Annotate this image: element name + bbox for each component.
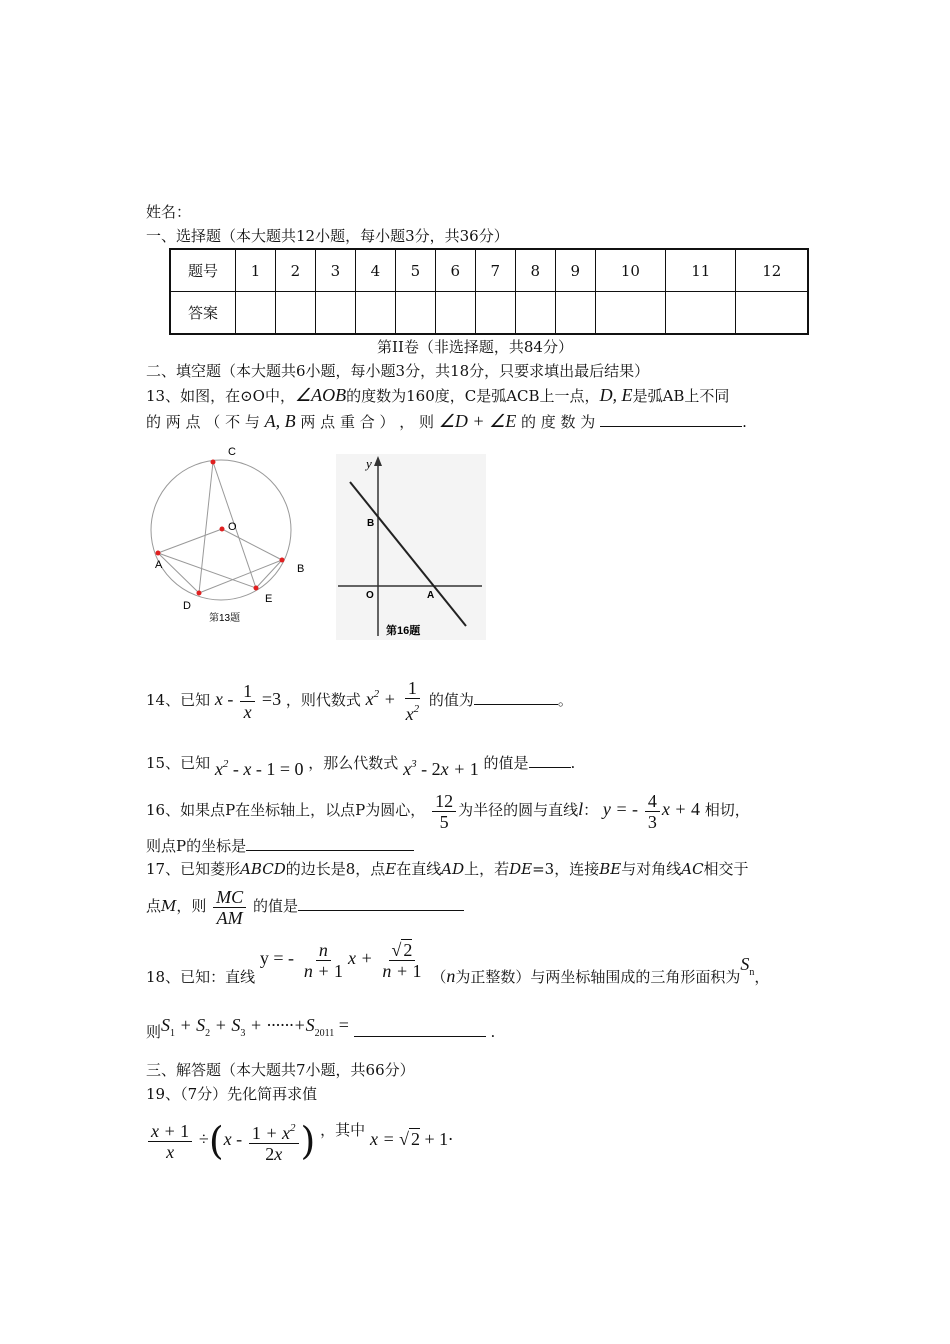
fraction-sqrt2-over-n1: $\frac{√ 2}{n + 1}$ — [382, 939, 422, 981]
answer-cell[interactable] — [236, 292, 276, 335]
answer-cell[interactable] — [555, 292, 595, 335]
answer-cell[interactable] — [355, 292, 395, 335]
label-c: C — [228, 446, 236, 458]
q16-text: 则点P的坐标是 — [146, 837, 247, 855]
q18-text: 则 — [146, 1023, 162, 1041]
q15-equation: $x^2 - x - 1 = 0$ — [214, 758, 304, 779]
q14-formula-2: $x^2$ + — [365, 688, 396, 709]
question-number: 5 — [395, 249, 435, 292]
section3-title: 三、解答题（本大题共7小题，共66分） — [146, 1061, 415, 1079]
answer-cell[interactable] — [595, 292, 665, 335]
question-number: 4 — [355, 249, 395, 292]
q18-text: ， — [754, 968, 770, 986]
q19-x-minus: x - — [223, 1129, 243, 1149]
q13-text: 是弧AB上不同 — [632, 387, 730, 405]
paren-open: ( — [208, 1119, 224, 1163]
q17-m: M — [161, 897, 177, 915]
figure-16-graph — [336, 454, 486, 640]
q15-text: ，那么代数式 — [308, 754, 399, 772]
q17-text: 上，若 — [464, 860, 510, 878]
question-number: 12 — [736, 249, 808, 292]
q17-text: 在直线 — [396, 860, 442, 878]
figure-caption: 第13题 — [209, 613, 241, 624]
q17-text: 点 — [146, 897, 162, 915]
question-number: 1 — [236, 249, 276, 292]
question-number: 9 — [555, 249, 595, 292]
q18-sn: $S_n$ — [740, 954, 755, 978]
figure-caption: 第16题 — [386, 625, 421, 637]
q13-text: 的度数为160度，C是弧ACB上一点， — [346, 387, 600, 405]
divide-sign: ÷ — [198, 1129, 209, 1149]
q17-abcd: ABCD — [240, 860, 286, 878]
angle-sum: ∠D + ∠E — [438, 411, 517, 431]
table-row — [170, 292, 808, 335]
q18-text-group — [431, 954, 770, 986]
q17-e: E — [385, 860, 397, 878]
q17-text: 17、已知菱形 — [146, 860, 241, 878]
answer-table — [169, 248, 809, 335]
q18-text: . — [490, 1023, 496, 1041]
angle-aob: ∠AOB — [294, 385, 347, 405]
fraction-1-over-x2: $\frac{1}{x^2}$ — [405, 678, 420, 724]
answer-blank[interactable] — [246, 836, 414, 851]
q16-line2 — [146, 836, 414, 856]
question-number: 11 — [666, 249, 736, 292]
q17-text: ，则 — [176, 897, 207, 915]
q18-x-plus: x + — [347, 948, 373, 968]
q18-text: 18、已知：直线 — [146, 968, 256, 986]
q18-sum: $S_1 + S_2 + S_3 + \cdot\cdot\cdot\cdot\cdot\cdot+S_{2011}$ = — [161, 1015, 349, 1039]
question-number: 7 — [475, 249, 515, 292]
answer-cell[interactable] — [666, 292, 736, 335]
answer-cell[interactable] — [515, 292, 555, 335]
answer-blank[interactable] — [298, 896, 464, 911]
q17-text: 的边长是8，点 — [285, 860, 386, 878]
q19-text: ，其中 — [320, 1121, 366, 1139]
q19-expression-line — [146, 1118, 453, 1164]
fraction-x1-over-x: $\frac{x + 1}{x}$ — [148, 1121, 192, 1162]
fraction-n-over-n1: $\frac{n}{n + 1}$ — [303, 939, 343, 981]
q17-ac: AC — [681, 860, 704, 878]
paren-close: ) — [300, 1119, 316, 1163]
q16-line-equation: y = - — [602, 799, 639, 819]
q18-text: 为正整数）与两坐标轴围成的三角形面积为 — [455, 968, 741, 986]
q17-line2 — [146, 886, 464, 928]
q17-be: BE — [599, 860, 622, 878]
label-e: E — [265, 593, 273, 605]
fraction-4-over-3: $\frac{4}{3}$ — [645, 791, 660, 832]
q13-text: 的 两 点 （ 不 与 — [146, 413, 260, 431]
q17-text: 与对角线 — [621, 860, 682, 878]
answer-cell[interactable] — [475, 292, 515, 335]
section2-title: 二、填空题（本大题共6小题，每小题3分，共18分，只要求填出最后结果） — [146, 362, 650, 380]
question-number: 8 — [515, 249, 555, 292]
q15-expression: $x^3 - 2x + 1$ — [403, 758, 479, 779]
q17-text: =3，连接 — [532, 860, 600, 878]
part2-title: 第II卷（非选择题，共84分） — [377, 338, 573, 356]
q15-text: . — [570, 754, 576, 772]
question-number: 3 — [315, 249, 355, 292]
row-label-number: 题号 — [170, 249, 236, 292]
q17-line1 — [146, 859, 749, 879]
q17-ad: AD — [441, 860, 465, 878]
q14-formula-1: x - — [214, 689, 234, 709]
q16-line1 — [146, 789, 750, 832]
q14-equals-3: =3 — [261, 689, 282, 709]
q15 — [146, 742, 575, 778]
q14-text: ，则代数式 — [285, 691, 361, 709]
label-o: O — [228, 521, 237, 533]
q16-line-equation-rest: x + 4 — [661, 799, 700, 819]
q18-n: n — [446, 966, 456, 986]
q15-text: 15、已知 — [146, 754, 211, 772]
q13-text: 两 点 重 合 ） ， 则 — [300, 413, 435, 431]
fraction-1x2-over-2x: $\frac{1 + x^2}{2x}$ — [249, 1118, 299, 1164]
answer-cell[interactable] — [395, 292, 435, 335]
figure-13-circle — [146, 442, 316, 627]
question-number: 2 — [275, 249, 315, 292]
answer-cell[interactable] — [315, 292, 355, 335]
points-ab: A, B — [264, 411, 296, 431]
answer-cell[interactable] — [736, 292, 808, 335]
label-o: O — [366, 590, 374, 601]
q17-text: 的值是 — [252, 897, 298, 915]
q13-line2 — [146, 411, 747, 432]
q16-text: 16、如果点P在坐标轴上，以点P为圆心， — [146, 801, 426, 819]
label-d: D — [183, 600, 191, 612]
q13-text: 13、如图，在⊙O中， — [146, 387, 295, 405]
label-a: A — [155, 559, 163, 571]
q18-y-equals: y = - — [259, 948, 295, 968]
line-l: l — [578, 799, 584, 819]
q14-text: 。 — [557, 691, 573, 709]
q16-text: 为半径的圆与直线 — [458, 801, 579, 819]
label-b: B — [297, 563, 305, 575]
section1-title: 一、选择题（本大题共12小题，每小题3分，共36分） — [146, 227, 509, 245]
q15-text: 的值是 — [483, 754, 529, 772]
q13-line1 — [146, 385, 729, 406]
q13-text: 的 度 数 为 — [521, 413, 596, 431]
q18-line1 — [146, 938, 769, 987]
q17-text: 相交于 — [703, 860, 749, 878]
name-label: 姓名： — [146, 203, 192, 221]
fraction-12-over-5: $\frac{12}{5}$ — [432, 791, 456, 832]
q16-text: 相切， — [704, 801, 750, 819]
q18-text: （ — [431, 968, 447, 986]
row-label-answer: 答案 — [170, 292, 236, 335]
label-b: B — [367, 518, 375, 529]
question-number: 6 — [435, 249, 475, 292]
answer-cell[interactable] — [435, 292, 475, 335]
label-y: y — [366, 456, 372, 471]
q17-de: DE — [509, 860, 533, 878]
answer-blank[interactable] — [600, 412, 742, 427]
q18-line2 — [146, 1010, 495, 1049]
fraction-1-over-x: $\frac{1}{x}$ — [240, 681, 255, 722]
q14-text: 的值为 — [428, 691, 474, 709]
q14-text: 14、已知 — [146, 691, 211, 709]
question-number: 10 — [595, 249, 665, 292]
q19-x-value: x = √ 2 + 1· — [369, 1129, 453, 1149]
label-a: A — [427, 590, 435, 601]
table-row — [170, 249, 808, 292]
answer-blank[interactable] — [474, 690, 558, 705]
answer-blank[interactable] — [529, 753, 571, 768]
fraction-mc-over-am: $\frac{MC}{AM}$ — [213, 887, 246, 928]
q13-text: . — [742, 413, 747, 431]
points-de: D, E — [599, 385, 633, 405]
q14 — [146, 674, 573, 724]
colon: ： — [583, 801, 599, 819]
q19-title: 19、（7分）先化简再求值 — [146, 1085, 318, 1103]
answer-cell[interactable] — [275, 292, 315, 335]
answer-blank[interactable] — [354, 1022, 486, 1037]
